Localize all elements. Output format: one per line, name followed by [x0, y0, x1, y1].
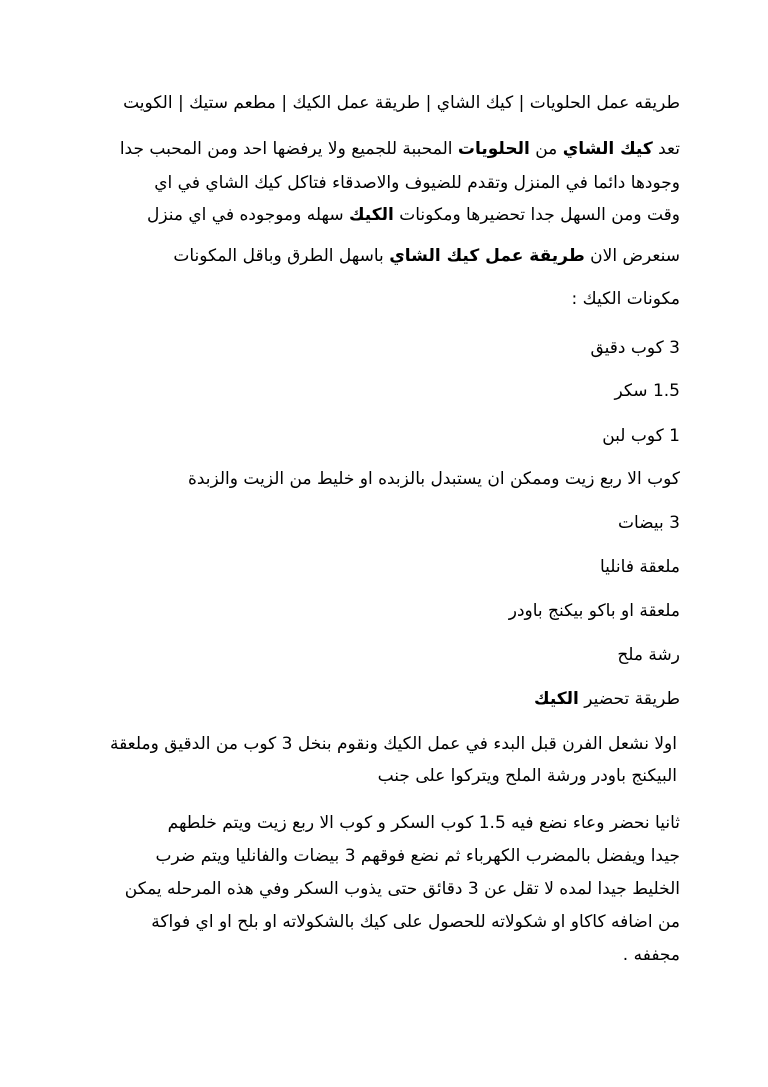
step1-line-1: اولا نشعل الفرن قبل البدء في عمل الكيك ونقوم بنخل 3 كوب من الدقيق وملعقة: [109, 734, 677, 754]
method-heading: [534, 688, 680, 710]
step2-line-4: من اضافه كاكاو او شكولاته للحصول على كيك بالشكولاته او بلح او اي فواكة: [151, 912, 680, 932]
intro-text: وقت ومن السهل جدا تحضيرها ومكونات: [393, 205, 680, 225]
step2-line-1: ثانيا نحضر وعاء نضع فيه 1.5 كوب السكر و كوب الا ربع زيت ويتم خلطهم: [167, 813, 680, 833]
intro-text: تعد: [652, 139, 680, 159]
intro-bold-sweets: الحلويات: [457, 139, 530, 159]
intro-text: من: [529, 139, 563, 159]
method-heading-bold: الكيك: [534, 689, 579, 709]
ingredient-item: ملعقة فانليا: [599, 557, 680, 577]
ingredients-heading: مكونات الكيك :: [571, 289, 680, 309]
ingredient-item: 1.5 سكر: [614, 381, 680, 401]
step2-line-2: جيدا ويفضل بالمضرب الكهرباء ثم نضع فوقهم 3 بيضات والفانليا ويتم ضرب: [155, 846, 680, 866]
ingredient-item: كوب الا ربع زيت وممكن ان يستبدل بالزبده او خليط من الزيت والزبدة: [187, 469, 680, 489]
ingredient-item: رشة ملح: [617, 645, 680, 665]
intro-bold-cake: الكيك: [348, 205, 394, 225]
title-line: طريقه عمل الحلويات | كيك الشاي | طريقة عمل الكيك | مطعم ستيك | الكويت: [123, 93, 680, 113]
step2-line-3: الخليط جيدا لمده لا تقل عن 3 دقائق حتى يذوب السكر وفي هذه المرحله يمكن: [124, 879, 680, 899]
present-line: [173, 245, 680, 267]
step1-line-2: البيكنج باودر ورشة الملح ويتركوا على جنب: [377, 766, 677, 786]
ingredient-item: 1 كوب لبن: [602, 426, 680, 446]
intro-line-2: وجودها دائما في المنزل وتقدم للضيوف والاصدقاء فتاكل كيك الشاي في اي: [154, 173, 680, 193]
intro-text: المحببة للجميع ولا يرفضها احد ومن المحبب جدا: [119, 139, 458, 159]
ingredient-item: 3 بيضات: [617, 513, 680, 533]
intro-text: سهله وموجوده في اي منزل: [146, 205, 349, 225]
ingredient-item: 3 كوب دقيق: [590, 338, 680, 358]
step2-line-5: مجففه .: [622, 945, 680, 965]
present-bold: طريقة عمل كيك الشاي: [389, 246, 585, 266]
ingredient-item: ملعقة او باكو بيكنج باودر: [508, 601, 680, 621]
intro-bold-tea-cake: كيك الشاي: [562, 139, 653, 159]
present-text: سنعرض الان: [584, 246, 680, 266]
present-text: باسهل الطرق وباقل المكونات: [173, 246, 390, 266]
intro-line-1: [120, 138, 680, 160]
method-heading-text: طريقة تحضير: [578, 689, 680, 709]
intro-line-3: [147, 204, 680, 226]
